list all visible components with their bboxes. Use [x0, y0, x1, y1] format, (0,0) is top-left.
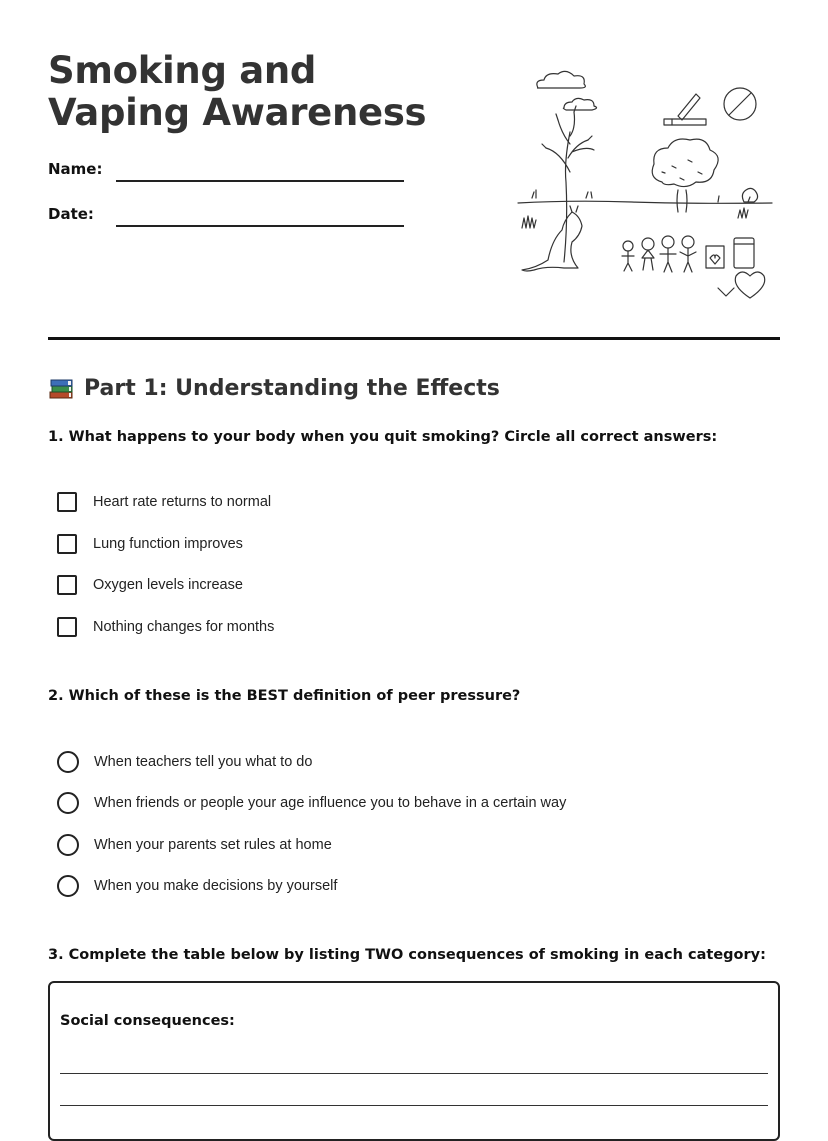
- social-consequences-label: Social consequences:: [60, 1013, 235, 1029]
- tree-icon: [542, 106, 594, 262]
- option-label: Nothing changes for months: [93, 619, 275, 635]
- q2-option[interactable]: [57, 834, 332, 856]
- q1-option[interactable]: [57, 492, 271, 512]
- section-divider: [48, 337, 780, 340]
- cloud-icon: [563, 98, 596, 110]
- checkbox[interactable]: [57, 534, 77, 554]
- heart-icon: [718, 272, 765, 298]
- answer-line[interactable]: [60, 1105, 768, 1106]
- q1-option[interactable]: [57, 534, 243, 554]
- question-3: 3. Complete the table below by listing TWO consequences of smoking in each category:: [48, 947, 766, 963]
- answer-line[interactable]: [60, 1073, 768, 1074]
- name-line[interactable]: [116, 180, 404, 182]
- radio-button[interactable]: [57, 875, 79, 897]
- option-label: Heart rate returns to normal: [93, 494, 272, 510]
- question-2: 2. Which of these is the BEST definition of peer pressure?: [48, 688, 521, 704]
- option-label: When friends or people your age influence you to behave in a certain way: [94, 795, 567, 811]
- date-line[interactable]: [116, 225, 404, 227]
- q1-option[interactable]: [57, 575, 243, 595]
- date-label: Date:: [48, 205, 94, 223]
- no-smoking-icon: [724, 88, 756, 120]
- cloud-icon: [537, 71, 585, 88]
- option-label: When you make decisions by yourself: [94, 878, 338, 894]
- checkbox[interactable]: [57, 492, 77, 512]
- worksheet-title: Smoking and Vaping Awareness: [48, 49, 427, 134]
- tree-icon: [652, 139, 718, 212]
- checkbox[interactable]: [57, 617, 77, 637]
- q2-option[interactable]: [57, 792, 566, 814]
- radio-button[interactable]: [57, 792, 79, 814]
- children-icon: [622, 236, 696, 272]
- jar-icon: [706, 246, 724, 268]
- checkbox[interactable]: [57, 575, 77, 595]
- q2-option[interactable]: [57, 875, 337, 897]
- kangaroo-icon: [522, 206, 582, 271]
- question-1: 1. What happens to your body when you quit smoking? Circle all correct answers:: [48, 429, 718, 445]
- radio-button[interactable]: [57, 834, 79, 856]
- option-label: Oxygen levels increase: [93, 577, 243, 593]
- cigarette-icon: [664, 94, 706, 125]
- option-label: Lung function improves: [93, 536, 243, 552]
- nature-scene-illustration: [512, 62, 778, 306]
- name-label: Name:: [48, 160, 103, 178]
- consequences-table: [48, 981, 780, 1141]
- books-icon: [48, 375, 76, 401]
- q2-option[interactable]: [57, 751, 312, 773]
- q1-option[interactable]: [57, 617, 274, 637]
- part1-title: Part 1: Understanding the Effects: [84, 375, 500, 401]
- option-label: When your parents set rules at home: [94, 837, 332, 853]
- cup-icon: [734, 238, 754, 268]
- part1-heading: [48, 375, 500, 401]
- radio-button[interactable]: [57, 751, 79, 773]
- option-label: When teachers tell you what to do: [94, 754, 313, 770]
